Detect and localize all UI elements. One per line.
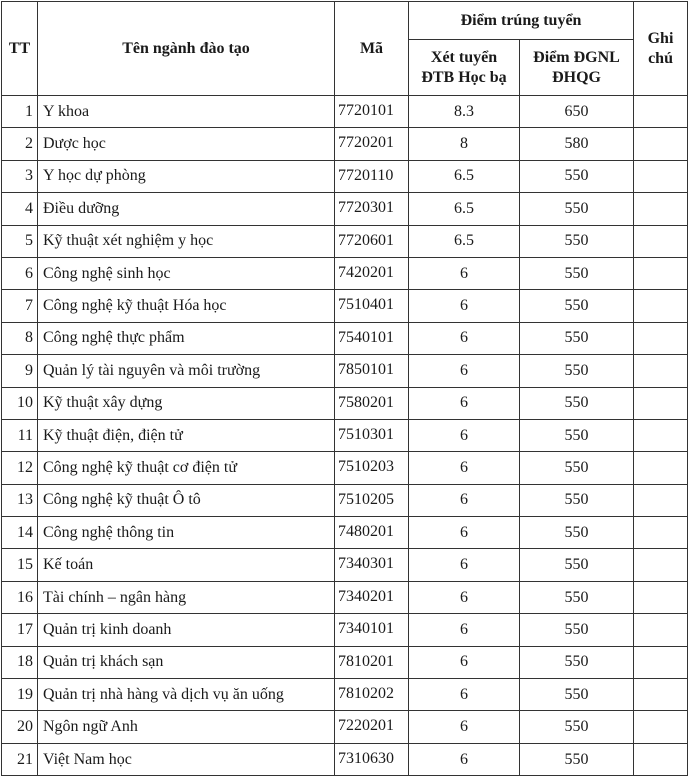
program-code-cell: 7420201 <box>335 257 409 289</box>
note-cell <box>634 322 688 354</box>
gpa-score-cell: 6 <box>409 419 520 451</box>
gpa-score-cell: 6.5 <box>409 193 520 225</box>
header-gpa-line2: ĐTB Học bạ <box>421 68 507 86</box>
dgnl-score-cell: 550 <box>520 160 634 192</box>
table-row <box>2 96 688 128</box>
program-code-cell: 7720201 <box>335 128 409 160</box>
program-name-cell: Quản trị kinh doanh <box>38 614 335 646</box>
dgnl-score-cell: 550 <box>520 257 634 289</box>
note-cell <box>634 679 688 711</box>
gpa-score-cell: 6.5 <box>409 160 520 192</box>
program-code-cell: 7720601 <box>335 225 409 257</box>
note-cell <box>634 743 688 775</box>
table-row <box>2 614 688 646</box>
note-cell <box>634 257 688 289</box>
dgnl-score-cell: 550 <box>520 711 634 743</box>
gpa-score-cell: 6 <box>409 517 520 549</box>
note-cell <box>634 484 688 516</box>
table-row <box>2 646 688 678</box>
table-row <box>2 452 688 484</box>
program-name-cell: Công nghệ kỹ thuật Hóa học <box>38 290 335 322</box>
header-admission-score: Điểm trúng tuyển <box>409 2 634 40</box>
note-cell <box>634 549 688 581</box>
table-row <box>2 711 688 743</box>
program-code-cell: 7510401 <box>335 290 409 322</box>
row-number-cell: 18 <box>2 646 38 678</box>
program-name-cell: Tài chính – ngân hàng <box>38 581 335 613</box>
table-body <box>2 96 688 776</box>
gpa-score-cell: 6 <box>409 549 520 581</box>
program-name-cell: Kỹ thuật điện, điện tử <box>38 419 335 451</box>
program-name-cell: Công nghệ thực phẩm <box>38 322 335 354</box>
program-code-cell: 7720110 <box>335 160 409 192</box>
program-name-cell: Kỹ thuật xây dựng <box>38 387 335 419</box>
table-row <box>2 419 688 451</box>
program-code-cell: 7510301 <box>335 419 409 451</box>
dgnl-score-cell: 580 <box>520 128 634 160</box>
table-row <box>2 160 688 192</box>
dgnl-score-cell: 550 <box>520 290 634 322</box>
row-number-cell: 3 <box>2 160 38 192</box>
program-code-cell: 7540101 <box>335 322 409 354</box>
row-number-cell: 1 <box>2 96 38 128</box>
row-number-cell: 21 <box>2 743 38 775</box>
program-code-cell: 7850101 <box>335 355 409 387</box>
table-row <box>2 128 688 160</box>
note-cell <box>634 355 688 387</box>
program-code-cell: 7510205 <box>335 484 409 516</box>
gpa-score-cell: 6 <box>409 322 520 354</box>
table-row <box>2 225 688 257</box>
header-note-line2: chú <box>648 49 673 67</box>
gpa-score-cell: 6 <box>409 614 520 646</box>
row-number-cell: 20 <box>2 711 38 743</box>
row-number-cell: 10 <box>2 387 38 419</box>
header-dgnl-line1: Điểm ĐGNL <box>533 48 620 66</box>
row-number-cell: 11 <box>2 419 38 451</box>
note-cell <box>634 193 688 225</box>
gpa-score-cell: 6 <box>409 257 520 289</box>
gpa-score-cell: 8 <box>409 128 520 160</box>
dgnl-score-cell: 550 <box>520 549 634 581</box>
program-code-cell: 7720101 <box>335 96 409 128</box>
table-row <box>2 257 688 289</box>
program-code-cell: 7340101 <box>335 614 409 646</box>
program-name-cell: Công nghệ kỹ thuật Ô tô <box>38 484 335 516</box>
row-number-cell: 7 <box>2 290 38 322</box>
gpa-score-cell: 6 <box>409 581 520 613</box>
note-cell <box>634 290 688 322</box>
dgnl-score-cell: 550 <box>520 517 634 549</box>
table-row <box>2 355 688 387</box>
note-cell <box>634 711 688 743</box>
header-code: Mã <box>335 2 409 96</box>
note-cell <box>634 387 688 419</box>
header-dgnl-line2: ĐHQG <box>552 68 601 86</box>
program-name-cell: Dược học <box>38 128 335 160</box>
gpa-score-cell: 6 <box>409 484 520 516</box>
row-number-cell: 8 <box>2 322 38 354</box>
dgnl-score-cell: 650 <box>520 96 634 128</box>
table-row <box>2 679 688 711</box>
program-name-cell: Công nghệ kỹ thuật cơ điện tử <box>38 452 335 484</box>
gpa-score-cell: 6 <box>409 743 520 775</box>
program-name-cell: Quản trị khách sạn <box>38 646 335 678</box>
row-number-cell: 2 <box>2 128 38 160</box>
row-number-cell: 15 <box>2 549 38 581</box>
program-code-cell: 7340201 <box>335 581 409 613</box>
dgnl-score-cell: 550 <box>520 452 634 484</box>
dgnl-score-cell: 550 <box>520 614 634 646</box>
note-cell <box>634 225 688 257</box>
header-tt: TT <box>2 2 38 96</box>
program-name-cell: Ngôn ngữ Anh <box>38 711 335 743</box>
row-number-cell: 16 <box>2 581 38 613</box>
dgnl-score-cell: 550 <box>520 322 634 354</box>
program-code-cell: 7810202 <box>335 679 409 711</box>
dgnl-score-cell: 550 <box>520 581 634 613</box>
header-note <box>634 2 688 96</box>
dgnl-score-cell: 550 <box>520 355 634 387</box>
program-code-cell: 7310630 <box>335 743 409 775</box>
row-number-cell: 13 <box>2 484 38 516</box>
dgnl-score-cell: 550 <box>520 193 634 225</box>
note-cell <box>634 96 688 128</box>
table-row <box>2 549 688 581</box>
dgnl-score-cell: 550 <box>520 419 634 451</box>
program-name-cell: Kỹ thuật xét nghiệm y học <box>38 225 335 257</box>
gpa-score-cell: 6 <box>409 452 520 484</box>
row-number-cell: 6 <box>2 257 38 289</box>
dgnl-score-cell: 550 <box>520 387 634 419</box>
program-name-cell: Y học dự phòng <box>38 160 335 192</box>
gpa-score-cell: 6 <box>409 711 520 743</box>
program-name-cell: Công nghệ thông tin <box>38 517 335 549</box>
program-name-cell: Y khoa <box>38 96 335 128</box>
program-name-cell: Quản trị nhà hàng và dịch vụ ăn uống <box>38 679 335 711</box>
dgnl-score-cell: 550 <box>520 646 634 678</box>
gpa-score-cell: 6 <box>409 290 520 322</box>
header-note-line1: Ghi <box>647 29 674 47</box>
table-row <box>2 193 688 225</box>
row-number-cell: 12 <box>2 452 38 484</box>
program-name-cell: Việt Nam học <box>38 743 335 775</box>
header-gpa-line1: Xét tuyển <box>430 48 498 66</box>
note-cell <box>634 160 688 192</box>
table-row <box>2 290 688 322</box>
dgnl-score-cell: 550 <box>520 225 634 257</box>
table-row <box>2 581 688 613</box>
row-number-cell: 9 <box>2 355 38 387</box>
header-program-name: Tên ngành đào tạo <box>38 2 335 96</box>
table-row <box>2 322 688 354</box>
program-code-cell: 7510203 <box>335 452 409 484</box>
program-code-cell: 7810201 <box>335 646 409 678</box>
program-name-cell: Quản lý tài nguyên và môi trường <box>38 355 335 387</box>
program-code-cell: 7580201 <box>335 387 409 419</box>
gpa-score-cell: 8.3 <box>409 96 520 128</box>
table-row <box>2 743 688 775</box>
note-cell <box>634 419 688 451</box>
table-row <box>2 517 688 549</box>
gpa-score-cell: 6 <box>409 355 520 387</box>
gpa-score-cell: 6 <box>409 646 520 678</box>
header-gpa-transcript <box>409 40 520 96</box>
admission-score-table <box>1 1 688 776</box>
row-number-cell: 5 <box>2 225 38 257</box>
dgnl-score-cell: 550 <box>520 679 634 711</box>
table-row <box>2 387 688 419</box>
dgnl-score-cell: 550 <box>520 484 634 516</box>
program-code-cell: 7340301 <box>335 549 409 581</box>
note-cell <box>634 452 688 484</box>
gpa-score-cell: 6 <box>409 679 520 711</box>
table-header <box>2 2 688 96</box>
note-cell <box>634 517 688 549</box>
row-number-cell: 4 <box>2 193 38 225</box>
row-number-cell: 14 <box>2 517 38 549</box>
gpa-score-cell: 6.5 <box>409 225 520 257</box>
gpa-score-cell: 6 <box>409 387 520 419</box>
program-code-cell: 7720301 <box>335 193 409 225</box>
row-number-cell: 17 <box>2 614 38 646</box>
program-code-cell: 7480201 <box>335 517 409 549</box>
note-cell <box>634 614 688 646</box>
program-name-cell: Kế toán <box>38 549 335 581</box>
note-cell <box>634 581 688 613</box>
program-name-cell: Điều dưỡng <box>38 193 335 225</box>
dgnl-score-cell: 550 <box>520 743 634 775</box>
table-row <box>2 484 688 516</box>
program-name-cell: Công nghệ sinh học <box>38 257 335 289</box>
header-dgnl-score <box>520 40 634 96</box>
note-cell <box>634 646 688 678</box>
program-code-cell: 7220201 <box>335 711 409 743</box>
note-cell <box>634 128 688 160</box>
row-number-cell: 19 <box>2 679 38 711</box>
